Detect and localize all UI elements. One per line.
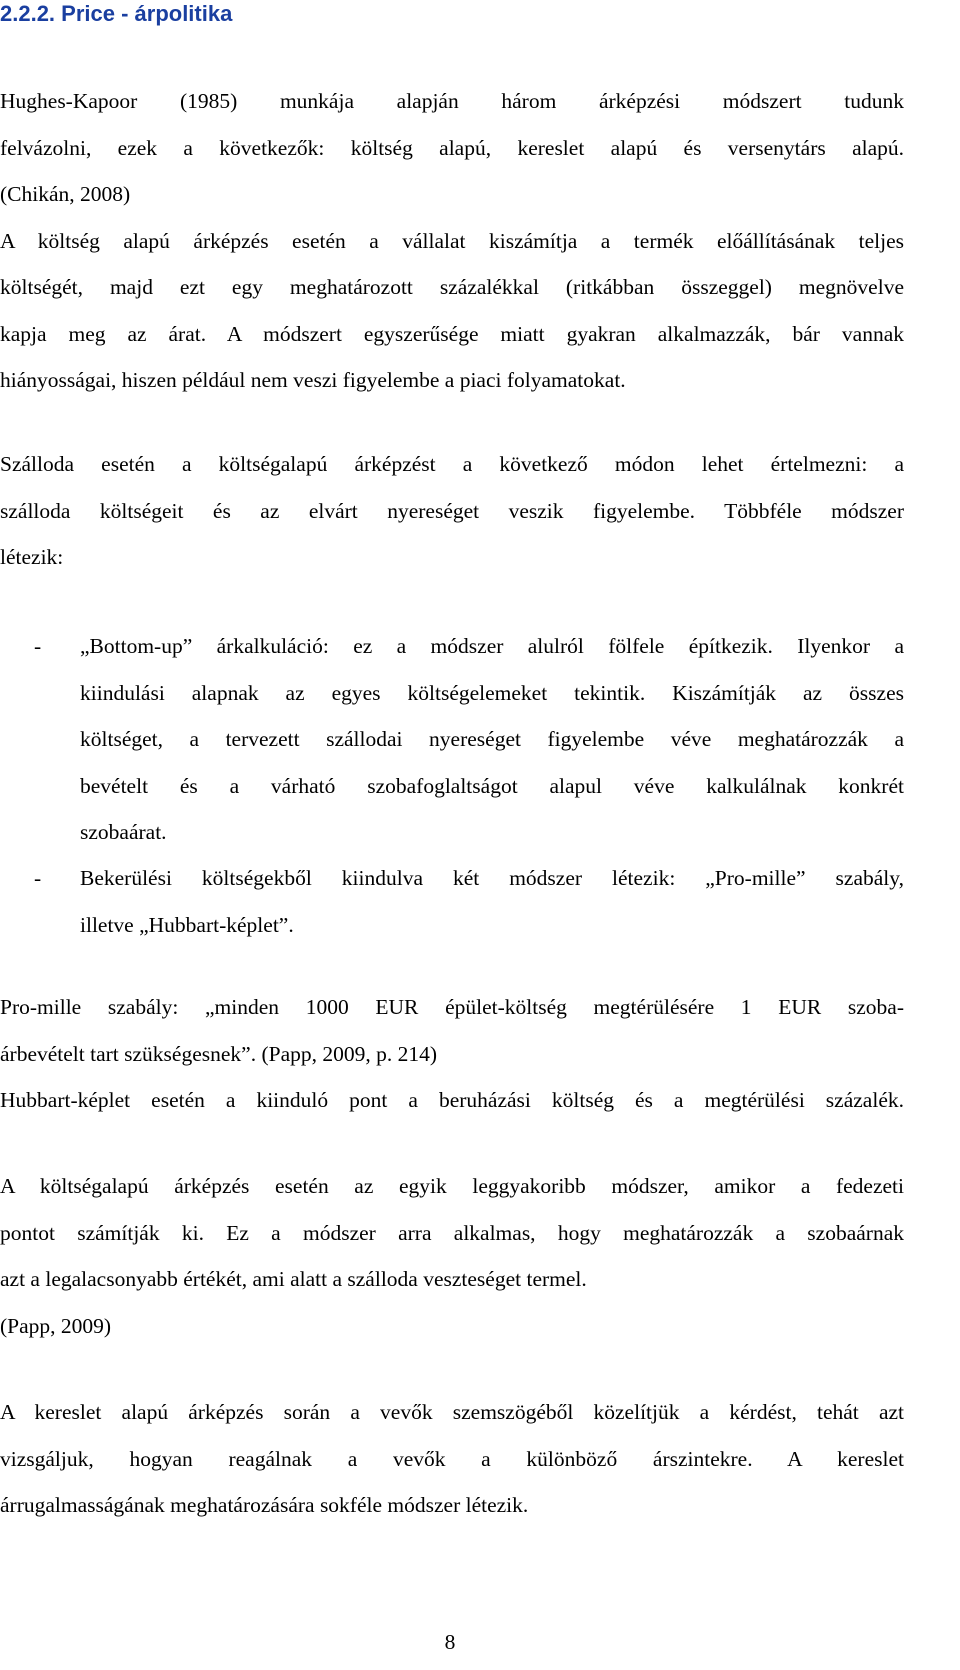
text-line: Hubbart-képlet esetén a kiinduló pont a beruházási költség és a megtérülési százalék.: [0, 1088, 904, 1112]
text-line: létezik:: [0, 545, 64, 569]
text-line: Hughes-Kapoor (1985) munkája alapján három árképzési módszert tudunk: [0, 89, 904, 113]
text-line: Bekerülési költségekből kiindulva két módszer létezik: „Pro-mille” szabály,: [80, 866, 904, 890]
paragraph-pricing-methods: [0, 78, 904, 404]
paragraph-demand-based: [0, 1389, 904, 1529]
paragraph-hotel-cost-pricing: [0, 441, 904, 581]
text-line: felvázolni, ezek a következők: költség alapú, kereslet alapú és versenytárs alapú.: [0, 135, 904, 160]
text-line: bevételt és a várható szobafoglaltságot alapul véve kalkulálnak konkrét: [80, 773, 904, 798]
text-line: pontot számítják ki. Ez a módszer arra alkalmas, hogy meghatározzák a szobaárnak: [0, 1220, 904, 1245]
text-line: szálloda költségeit és az elvárt nyereséget veszik figyelembe. Többféle módszer: [0, 498, 904, 523]
text-line: hiányosságai, hiszen például nem veszi figyelembe a piaci folyamatokat.: [0, 368, 626, 392]
text-line: költségét, majd ezt egy meghatározott százalékkal (ritkábban összeggel) megnövelve: [0, 275, 904, 299]
text-line: szobaárat.: [80, 820, 167, 844]
text-line: árbevételt tart szükségesnek”. (Papp, 2009, p. 214): [0, 1041, 438, 1066]
text-line: kapja meg az árat. A módszert egyszerűsége miatt gyakran alkalmazzák, bár vannak: [0, 321, 904, 346]
text-line: (Papp, 2009): [0, 1313, 112, 1338]
page-number: 8: [444, 1630, 456, 1654]
text-line: A kereslet alapú árképzés során a vevők szemszögéből közelítjük a kérdést, tehát azt: [0, 1400, 904, 1424]
text-line: kiindulási alapnak az egyes költségelemeket tekintik. Kiszámítják az összes: [80, 680, 904, 705]
text-line: Pro-mille szabály: „minden 1000 EUR épület-költség megtérülésére 1 EUR szoba-: [0, 995, 904, 1019]
list-item-cost-based-methods: [0, 855, 904, 948]
text-line: vizsgáljuk, hogyan reagálnak a vevők a különböző árszintekre. A kereslet: [0, 1446, 904, 1471]
text-line: (Chikán, 2008): [0, 182, 131, 206]
text-line: árrugalmasságának meghatározására sokféle módszer létezik.: [0, 1493, 529, 1517]
paragraph-pro-mille-hubbart: [0, 984, 904, 1124]
list-item-bottom-up: [0, 623, 904, 856]
text-line: azt a legalacsonyabb értékét, ami alatt a szálloda veszteséget termel.: [0, 1267, 587, 1291]
paragraph-break-even: [0, 1163, 904, 1349]
text-line: költséget, a tervezett szállodai nyereséget figyelembe véve meghatározzák a: [80, 727, 904, 751]
text-line: A költségalapú árképzés esetén az egyik leggyakoribb módszer, amikor a fedezeti: [0, 1174, 904, 1198]
bullet-dash: -: [34, 634, 42, 658]
section-heading: 2.2.2. Price - árpolitika: [0, 1, 233, 26]
bullet-dash: -: [34, 866, 42, 890]
text-line: illetve „Hubbart-képlet”.: [80, 912, 294, 937]
text-line: Szálloda esetén a költségalapú árképzést a következő módon lehet értelmezni: a: [0, 452, 904, 476]
text-line: A költség alapú árképzés esetén a vállalat kiszámítja a termék előállításának teljes: [0, 228, 904, 253]
text-line: „Bottom-up” árkalkuláció: ez a módszer alulról fölfele építkezik. Ilyenkor a: [80, 634, 904, 658]
